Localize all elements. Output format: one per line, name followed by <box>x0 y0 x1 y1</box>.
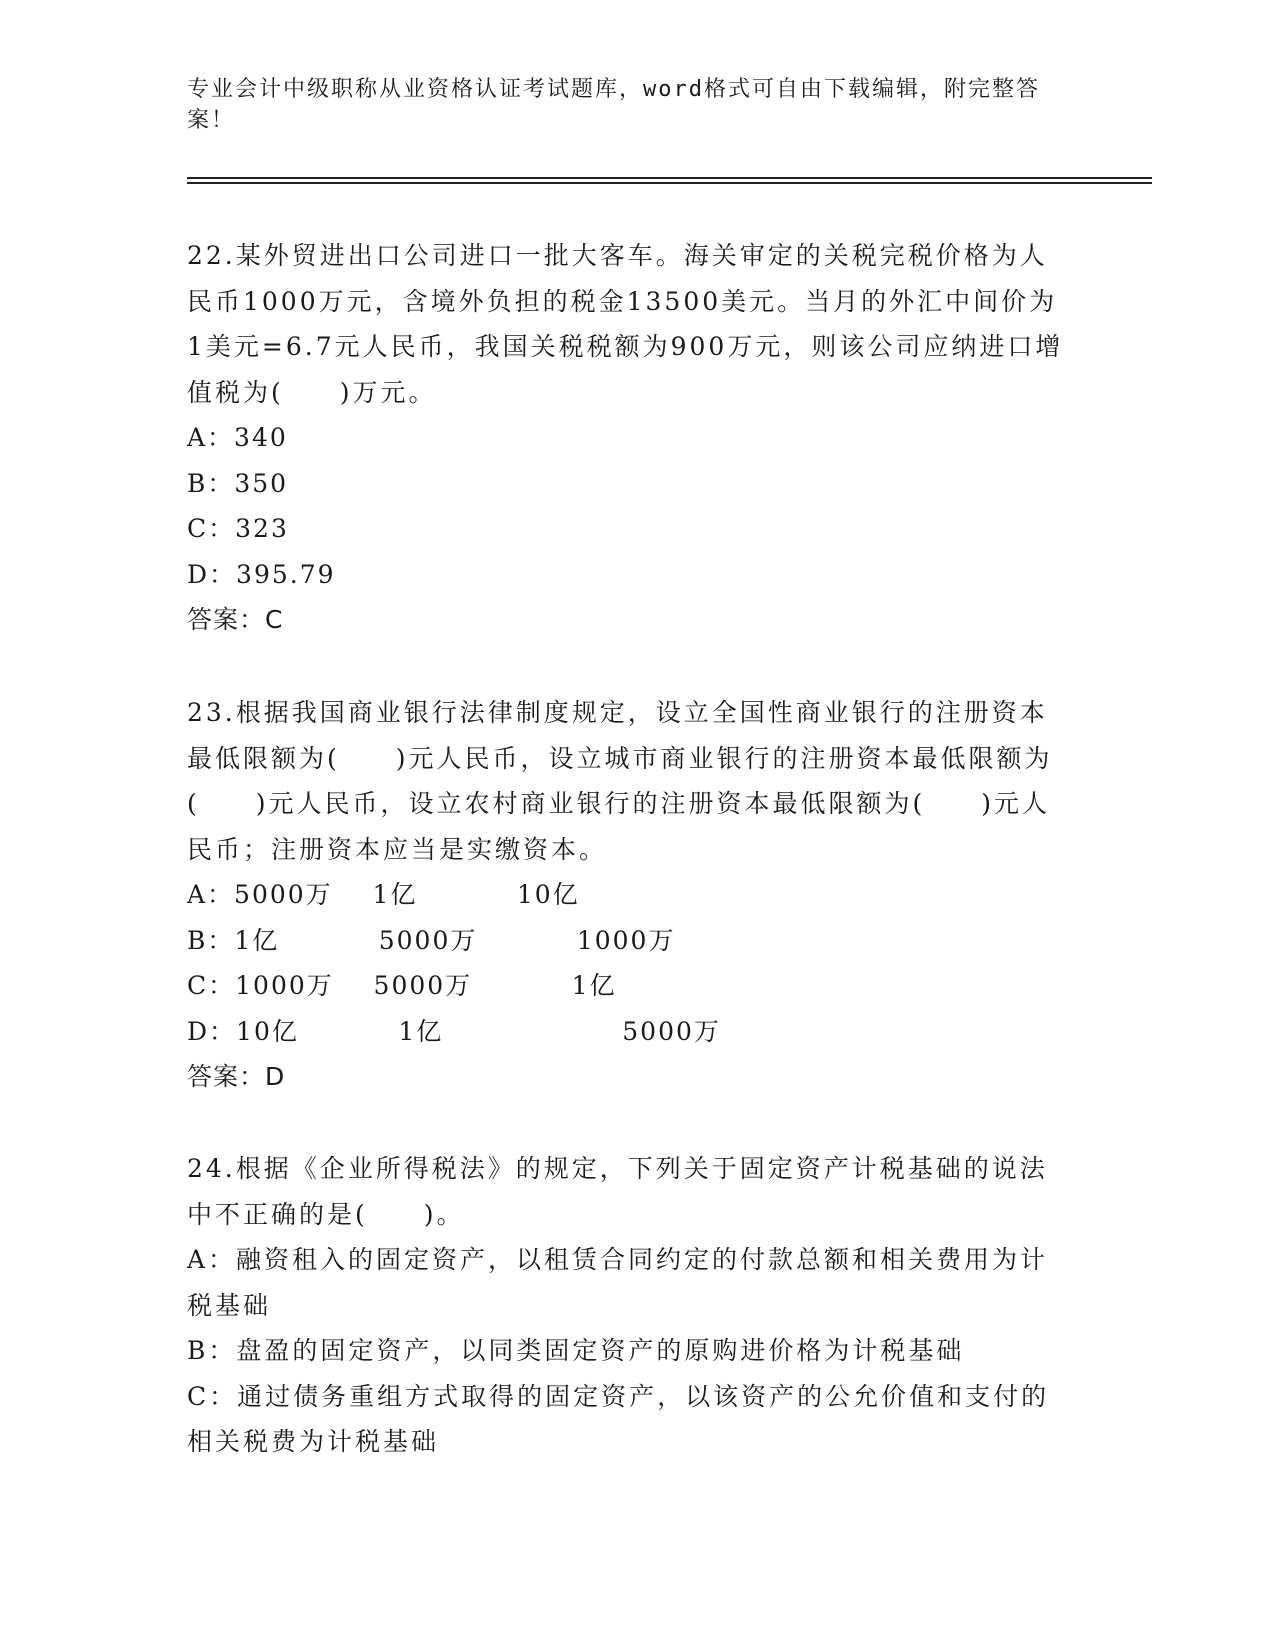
option-a: A：融资租入的固定资产，以租赁合同约定的付款总额和相关费用为计税基础 <box>187 1245 1049 1320</box>
question-stem: 23.根据我国商业银行法律制度规定，设立全国性商业银行的注册资本最低限额为( )元人民币，设立城市商业银行的注册资本最低限额为( )元人民币，设立农村商业银行的注册资本最低限额为( )元人民币；注册资本应当是实缴资本。 <box>187 698 1053 864</box>
option-c: C：323 <box>187 514 289 543</box>
question-24 <box>187 1146 1072 1465</box>
question-stem: 24.根据《企业所得税法》的规定，下列关于固定资产计税基础的说法中不正确的是( )。 <box>187 1154 1048 1229</box>
answer-text: 答案：D <box>187 1062 286 1091</box>
option-c: C：通过债务重组方式取得的固定资产，以该资产的公允价值和支付的相关税费为计税基础 <box>187 1381 1050 1456</box>
option-c: C：1000万 5000万 1亿 <box>187 971 617 1000</box>
header-divider-top <box>187 177 1152 179</box>
option-a: A：340 <box>187 423 288 452</box>
option-d: D：395.79 <box>187 559 336 589</box>
option-b: B：盘盈的固定资产，以同类固定资产的原购进价格为计税基础 <box>187 1336 965 1365</box>
option-d: D：10亿 1亿 5000万 <box>187 1016 721 1046</box>
option-b: B：350 <box>187 468 289 498</box>
question-22 <box>187 233 1072 643</box>
question-23 <box>187 690 1072 1100</box>
header-divider-bottom <box>187 182 1152 184</box>
answer-text: 答案：C <box>187 605 284 634</box>
question-stem: 22.某外贸进出口公司进口一批大客车。海关审定的关税完税价格为人民币1000万元，含境外负担的税金13500美元。当月的外汇中间价为1美元=6.7元人民币，我国关税税额为900万元，则该公司应纳进口增值税为( )万元。 <box>187 241 1064 407</box>
option-b: B：1亿 5000万 1000万 <box>187 925 676 955</box>
option-a: A：5000万 1亿 10亿 <box>187 880 580 909</box>
page-header: 专业会计中级职称从业资格认证考试题库，word格式可自由下载编辑，附完整答案！ <box>187 77 1040 133</box>
